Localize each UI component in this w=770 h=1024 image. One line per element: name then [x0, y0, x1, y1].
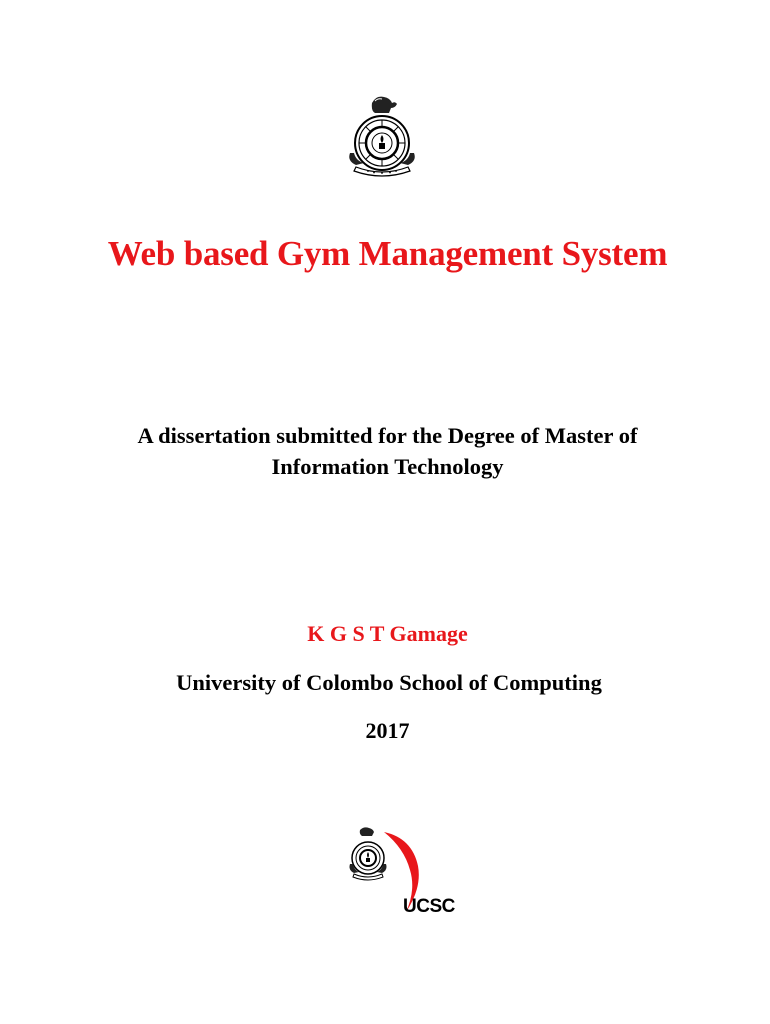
dissertation-statement-line-2: Information Technology — [271, 454, 504, 479]
document-title: Web based Gym Management System — [107, 234, 668, 273]
dissertation-statement-line-1: A dissertation submitted for the Degree of Master of — [137, 423, 638, 448]
university-crest-icon — [342, 93, 422, 177]
institution-name: University of Colombo School of Computing — [176, 670, 602, 695]
author-name: K G S T Gamage — [307, 621, 468, 646]
ucsc-logo-icon — [346, 826, 456, 918]
submission-year: 2017 — [365, 718, 410, 743]
ucsc-logo-text: UCSC — [403, 896, 455, 917]
dissertation-statement — [0, 420, 770, 482]
